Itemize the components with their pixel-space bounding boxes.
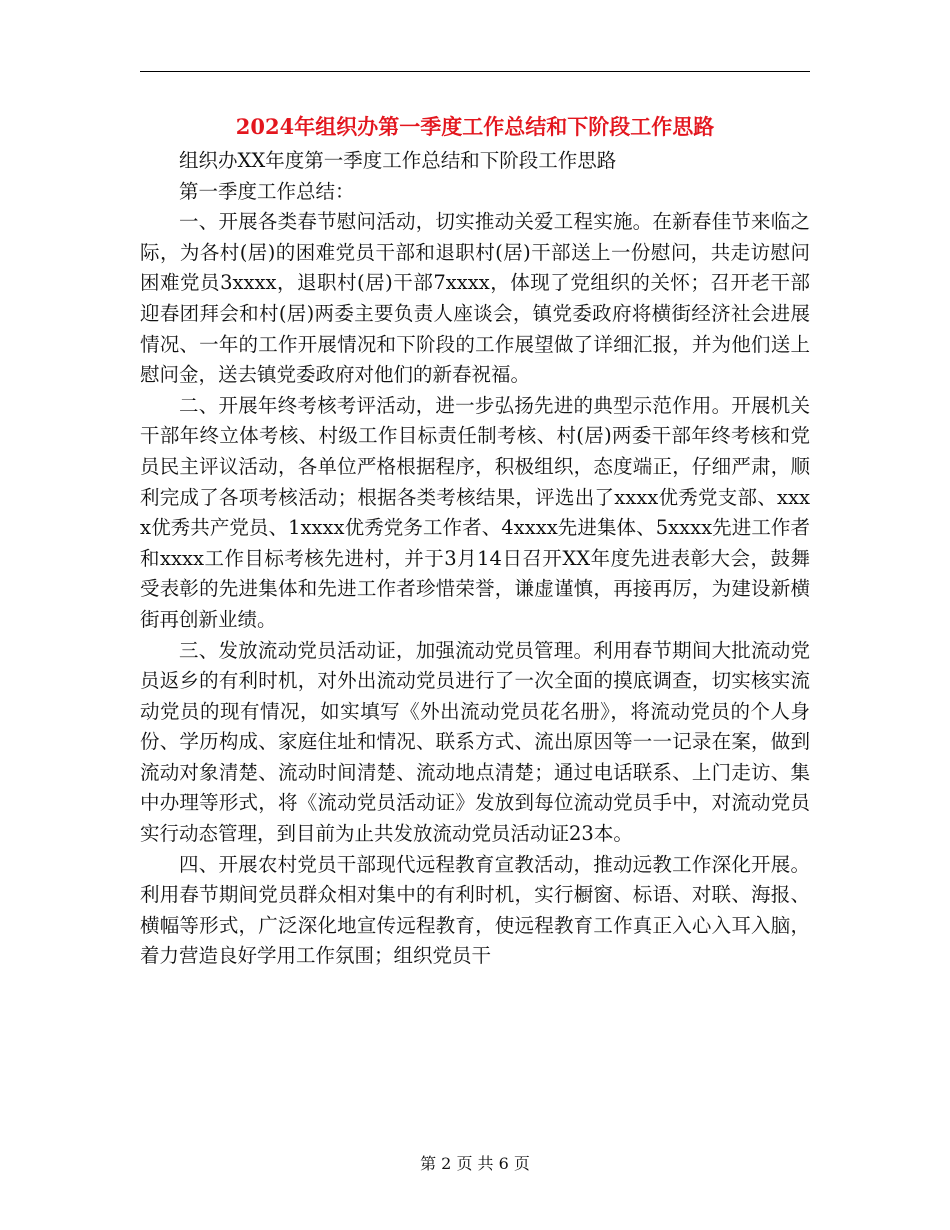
document-title: 2024年组织办第一季度工作总结和下阶段工作思路 — [235, 114, 715, 139]
header-rule — [140, 71, 810, 72]
body-paragraph-subtitle: 组织办XX年度第一季度工作总结和下阶段工作思路 — [179, 149, 617, 172]
page-number-footer: 第 2 页 共 6 页 — [420, 1154, 530, 1173]
body-paragraph-item-3: 三、发放流动党员活动证，加强流动党员管理。利用春节期间大批流动党员返乡的有利时机，对外出流动党员进行了一次全面的摸底调查，切实核实流动党员的现有情况，如实填写《外出流动党员花名册》，将流动党员的个人身份、学历构成、家庭住址和情况、联系方式、流出原因等一一记录在案，做到流动对象清楚、流动时间清楚、流动地点清楚；通过电话联系、上门走访、集中办理等形式，将《流动党员活动证》发放到每位流动党员手中，对流动党员实行动态管理，到目前为止共发放流动党员活动证23本。 — [140, 638, 810, 846]
document-body — [140, 146, 810, 972]
body-paragraph-item-1: 一、开展各类春节慰问活动，切实推动关爱工程实施。在新春佳节来临之际，为各村(居)的困难党员干部和退职村(居)干部送上一份慰问，共走访慰问困难党员3xxxx，退职村(居)干部7xxxx，体现了党组织的关怀；召开老干部迎春团拜会和村(居)两委主要负责人座谈会，镇党委政府将横街经济社会进展情况、一年的工作开展情况和下阶段的工作展望做了详细汇报，并为他们送上慰问金，送去镇党委政府对他们的新春祝福。 — [140, 210, 810, 387]
body-paragraph-section-heading: 第一季度工作总结： — [179, 179, 355, 203]
body-paragraph-item-4: 四、开展农村党员干部现代远程教育宣教活动，推动远教工作深化开展。利用春节期间党员群众相对集中的有利时机，实行橱窗、标语、对联、海报、横幅等形式，广泛深化地宣传远程教育，使远程教育工作真正入心入耳入脑，着力营造良好学用工作氛围；组织党员干 — [140, 852, 810, 968]
body-paragraph-item-2: 二、开展年终考核考评活动，进一步弘扬先进的典型示范作用。开展机关干部年终立体考核、村级工作目标责任制考核、村(居)两委干部年终考核和党员民主评议活动，各单位严格根据程序，积极组织，态度端正，仔细严肃，顺利完成了各项考核活动；根据各类考核结果，评选出了xxxx优秀党支部、xxxx优秀共产党员、1xxxx优秀党务工作者、4xxxx先进集体、5xxxx先进工作者和xxxx工作目标考核先进村，并于3月14日召开XX年度先进表彰大会，鼓舞受表彰的先进集体和先进工作者珍惜荣誉，谦虚谨慎，再接再厉，为建设新横街再创新业绩。 — [140, 393, 810, 631]
